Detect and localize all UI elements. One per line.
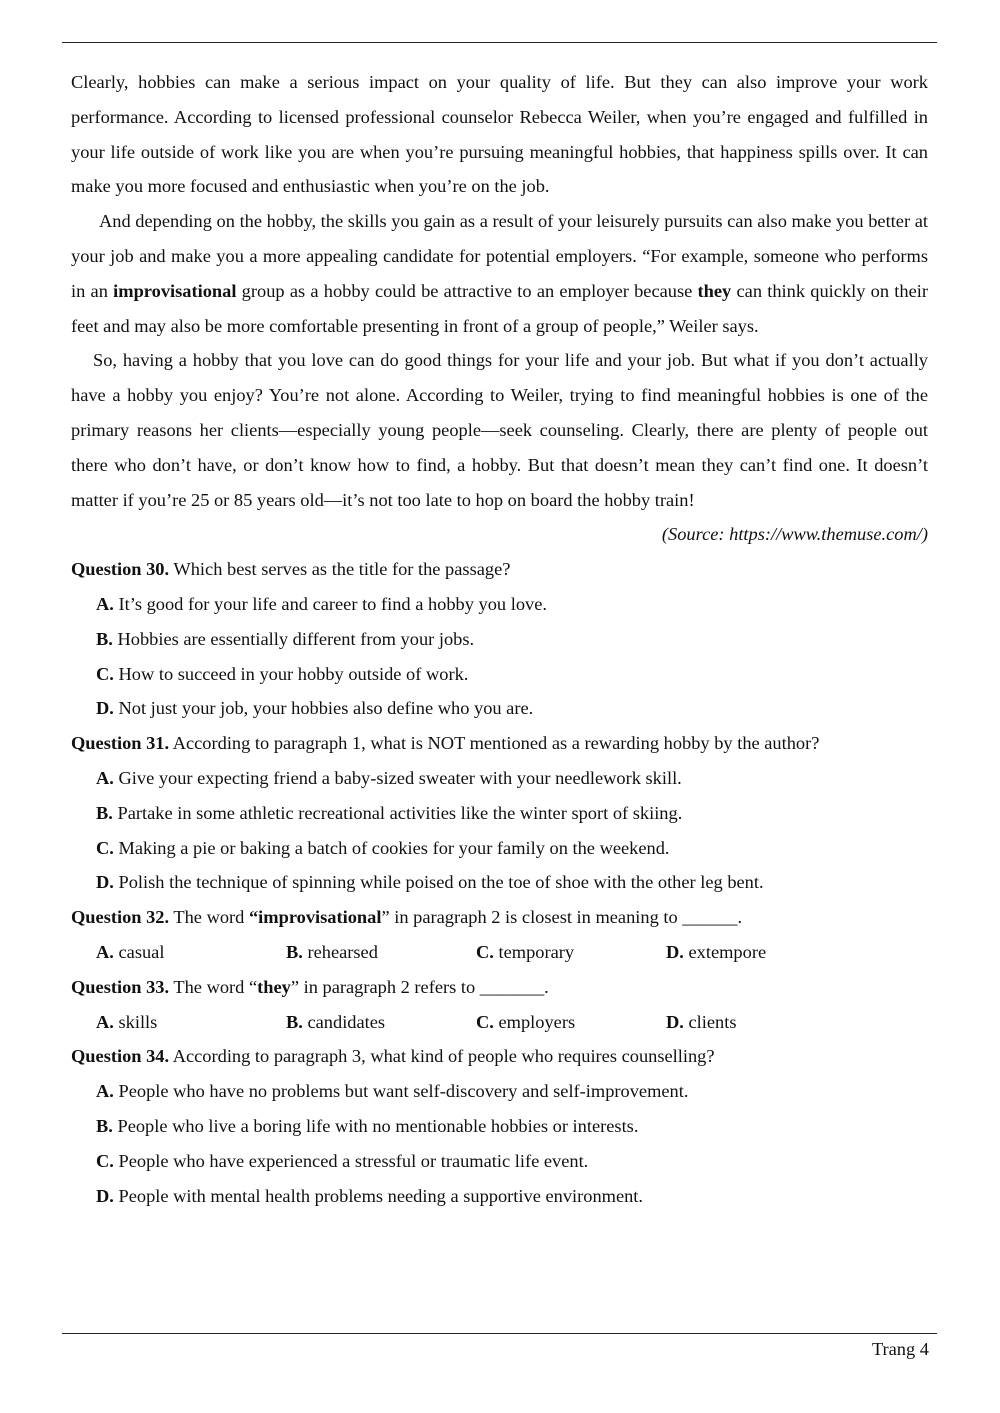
option-text: Give your expecting friend a baby-sized sweater with your needlework skill.	[113, 767, 682, 788]
option-letter: B.	[96, 628, 113, 649]
bold-word-improvisational: improvisational	[113, 280, 237, 301]
option-text: Hobbies are essentially different from your jobs.	[112, 628, 475, 649]
option-d[interactable]	[71, 691, 928, 726]
paragraph-1: Clearly, hobbies can make a serious impact on your quality of life. But they can also improve your work performance. According to licensed professional counselor Rebecca Weiler, when you’re engaged and fulfilled in your life outside of work like you are when you’re pursuing meaningful hobbies, that happiness spills over. It can make you more focused and enthusiastic when you’re on the job.	[71, 72, 928, 197]
option-b[interactable]	[71, 796, 928, 831]
question-text: Which best serves as the title for the passage?	[169, 559, 511, 580]
option-text: People who have experienced a stressful or traumatic life event.	[113, 1150, 589, 1171]
option-text: extempore	[683, 941, 767, 962]
option-letter: D.	[666, 1011, 684, 1032]
question-text: ” in paragraph 2 is closest in meaning to ______.	[381, 907, 743, 928]
question-number: Question 31.	[71, 733, 170, 754]
option-text: How to succeed in your hobby outside of work.	[113, 663, 469, 684]
question-number: Question 33.	[71, 976, 170, 997]
option-text: temporary	[493, 941, 575, 962]
option-a[interactable]	[96, 1005, 286, 1040]
option-c[interactable]	[71, 657, 928, 692]
option-letter: A.	[96, 1011, 114, 1032]
option-b[interactable]	[71, 1109, 928, 1144]
option-letter: C.	[476, 1011, 494, 1032]
option-c[interactable]	[476, 1005, 666, 1040]
options-row	[71, 935, 928, 970]
option-letter: D.	[96, 1185, 114, 1206]
paragraph-3: So, having a hobby that you love can do good things for your life and your job. But what if you don’t actually have a hobby you enjoy? You’re not alone. According to Weiler, trying to find meaningful hobbies is one of the primary reasons her clients—especially young people—seek counseling. Clearly, there are plenty of people out there who don’t have, or don’t know how to find, a hobby. But that doesn’t mean they can’t find one. It doesn’t matter if you’re 25 or 85 years old—it’s not too late to hop on board the hobby train!	[71, 350, 928, 510]
option-letter: A.	[96, 593, 114, 614]
option-c[interactable]	[71, 1144, 928, 1179]
option-d[interactable]	[71, 1179, 928, 1214]
option-letter: B.	[96, 802, 113, 823]
option-text: People who have no problems but want self-discovery and self-improvement.	[113, 1081, 689, 1102]
question-number: Question 32.	[71, 907, 170, 928]
header-rule	[62, 42, 937, 43]
option-text: employers	[493, 1011, 576, 1032]
option-text: rehearsed	[302, 941, 378, 962]
question-30	[71, 552, 928, 587]
paragraph-2	[71, 204, 928, 343]
bold-word: they	[257, 976, 291, 997]
bold-word: “improvisational	[248, 907, 382, 928]
options-row	[71, 1005, 928, 1040]
option-letter: C.	[96, 1150, 114, 1171]
question-text: According to paragraph 1, what is NOT mentioned as a rewarding hobby by the author?	[169, 733, 820, 754]
option-letter: A.	[96, 941, 114, 962]
bold-word-they: they	[697, 280, 732, 301]
option-letter: C.	[96, 837, 114, 858]
option-c[interactable]	[71, 831, 928, 866]
option-text: Polish the technique of spinning while poised on the toe of shoe with the other leg bent.	[113, 872, 764, 893]
page-content	[71, 65, 928, 1213]
option-letter: A.	[96, 1081, 114, 1102]
option-d[interactable]	[666, 935, 856, 970]
option-text: People who live a boring life with no mentionable hobbies or interests.	[112, 1115, 639, 1136]
question-number: Question 34.	[71, 1046, 170, 1067]
text: group as a hobby could be attractive to an employer because	[236, 280, 698, 301]
option-letter: D.	[96, 872, 114, 893]
option-a[interactable]	[71, 587, 928, 622]
question-number: Question 30.	[71, 559, 170, 580]
option-b[interactable]	[286, 935, 476, 970]
source-citation: (Source: https://www.themuse.com/)	[661, 524, 928, 545]
question-text: The word	[169, 907, 249, 928]
option-letter: B.	[286, 1011, 303, 1032]
option-text: Partake in some athletic recreational activities like the winter sport of skiing.	[112, 802, 683, 823]
option-d[interactable]	[666, 1005, 856, 1040]
question-31	[71, 726, 928, 761]
option-letter: A.	[96, 767, 114, 788]
option-d[interactable]	[71, 865, 928, 900]
option-text: People with mental health problems needing a supportive environment.	[113, 1185, 644, 1206]
page-number: Trang 4	[871, 1339, 929, 1359]
option-a[interactable]	[71, 761, 928, 796]
question-text: ” in paragraph 2 refers to _______.	[290, 976, 549, 997]
option-text: Not just your job, your hobbies also define who you are.	[113, 698, 534, 719]
option-a[interactable]	[96, 935, 286, 970]
question-text: According to paragraph 3, what kind of people who requires counselling?	[169, 1046, 715, 1067]
text: can think quickly on their feet and may also be more comfortable presenting in front of a group of people,” Weiler says.	[71, 280, 929, 336]
option-b[interactable]	[286, 1005, 476, 1040]
option-text: clients	[683, 1011, 737, 1032]
question-33	[71, 970, 928, 1005]
option-b[interactable]	[71, 622, 928, 657]
question-32	[71, 900, 928, 935]
question-text: The word “	[169, 976, 258, 997]
option-text: Making a pie or baking a batch of cookies for your family on the weekend.	[113, 837, 670, 858]
option-text: casual	[113, 941, 165, 962]
footer-rule	[62, 1333, 937, 1334]
option-text: candidates	[302, 1011, 386, 1032]
option-letter: C.	[476, 941, 494, 962]
option-a[interactable]	[71, 1074, 928, 1109]
option-c[interactable]	[476, 935, 666, 970]
option-text: skills	[113, 1011, 158, 1032]
option-letter: D.	[666, 941, 684, 962]
option-letter: B.	[286, 941, 303, 962]
option-letter: D.	[96, 698, 114, 719]
option-letter: B.	[96, 1115, 113, 1136]
option-text: It’s good for your life and career to find a hobby you love.	[113, 593, 547, 614]
text: And depending on the hobby, the skills you gain as a result of your leisurely pursuits can also make you better at your job and make you a more appealing candidate for potential employers. “For example, someone who performs in an	[71, 211, 928, 301]
option-letter: C.	[96, 663, 114, 684]
question-34	[71, 1039, 928, 1074]
